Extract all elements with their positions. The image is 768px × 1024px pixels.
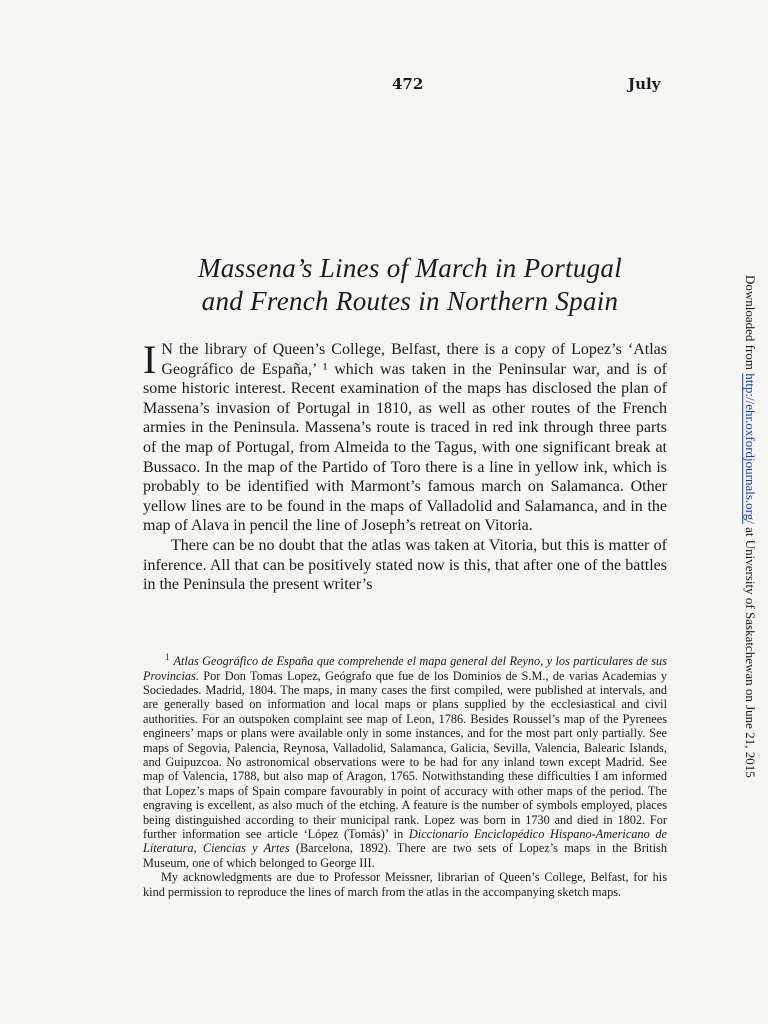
footnote-1 [143, 650, 667, 870]
article-title [120, 252, 700, 318]
download-notice-suffix: at University of Saskatchewan on June 21, 2015 [743, 523, 758, 778]
drop-cap: I [143, 337, 157, 382]
footnote-1-dictionary-title: Diccionario Enciclopédico Hispano-Americano de Literatura, Ciencias y Artes [143, 826, 667, 856]
title-line-1: Massena’s Lines of March in Portugal [197, 253, 623, 283]
download-notice [743, 275, 757, 778]
title-line-2: and French Routes in Northern Spain [201, 286, 619, 316]
paragraph-1-text: N the library of Queen’s College, Belfast, there is a copy of Lopez’s ‘Atlas Geográfico de España,’ ¹ which was taken in the Peninsular war, and is of some historic interest. Recent examination of the maps has disclosed the plan of Massena’s invasion of Portugal in 1810, as well as other routes of the French armies in the Peninsula. Massena’s route is traced in red ink through three parts of the map of Portugal, from Almeida to the Tagus, with one significant break at Bussaco. In the map of the Partido of Toro there is a line in yellow ink, which is probably to be identified with Marmont’s famous march on Salamanca. Other yellow lines are to be found in the maps of Valladolid and Salamanca, and in the map of Alava in pencil the line of Joseph’s retreat on Vitoria. [143, 341, 667, 535]
acknowledgment: My acknowledgments are due to Professor Meissner, librarian of Queen’s College, Belfast, for his kind permission to reproduce the lines of march from the atlas in the accompanying sketch maps. [143, 870, 667, 899]
footnote-1-text-b: (Barcelona, 1892). There are two sets of Lopez’s maps in the British Museum, one of which belonged to George III. [143, 841, 667, 870]
download-notice-prefix: Downloaded from [743, 275, 758, 374]
running-head: July [628, 75, 661, 93]
footnote-1-atlas-title: Atlas Geográfico de España que comprehende el mapa general del Reyno, y los particulares de sus Provincias. [143, 654, 667, 683]
footnote-1-text-a: Por Don Tomas Lopez, Geógrafo que fue de los Dominios de S.M., de varias Academias y Sociedades. Madrid, 1804. The maps, in many cases the first compiled, were published at intervals, and are generally based on information and local maps or plans supplied by the ecclesiastical and civil authorities. For an outspoken complaint see map of Leon, 1786. Besides Roussel’s map of the Pyrenees engineers’ maps or plans were available only in some instances, and for the most part only partially. See maps of Segovia, Palencia, Reynosa, Valladolid, Salamanca, Galicia, Sevilla, Valencia, Balearic Islands, and Guipuzcoa. No astronomical observations were to be had for any inland town except Madrid. See map of Valencia, 1788, but also map of Aragon, 1765. Notwithstanding these difficulties I am informed that Lopez’s maps of Spain compare favourably in point of accuracy with other maps of the period. The engraving is excellent, as also much of the etching. A feature is the number of symbols employed, places being distinguished according to their municipal rank. Lopez was born in 1730 and died in 1802. For further information see article ‘López (Tomás)’ in [143, 668, 667, 841]
article-body [143, 337, 667, 595]
footnotes [143, 650, 667, 899]
journal-link[interactable]: http://ehr.oxfordjournals.org/ [743, 373, 758, 524]
paragraph-1 [143, 337, 667, 536]
page-number: 472 [392, 75, 424, 93]
paragraph-2: There can be no doubt that the atlas was taken at Vitoria, but this is matter of inference. All that can be positively stated now is this, that after one of the battles in the Peninsula the present writer’s [143, 536, 667, 594]
footnote-marker: 1 [165, 652, 170, 662]
